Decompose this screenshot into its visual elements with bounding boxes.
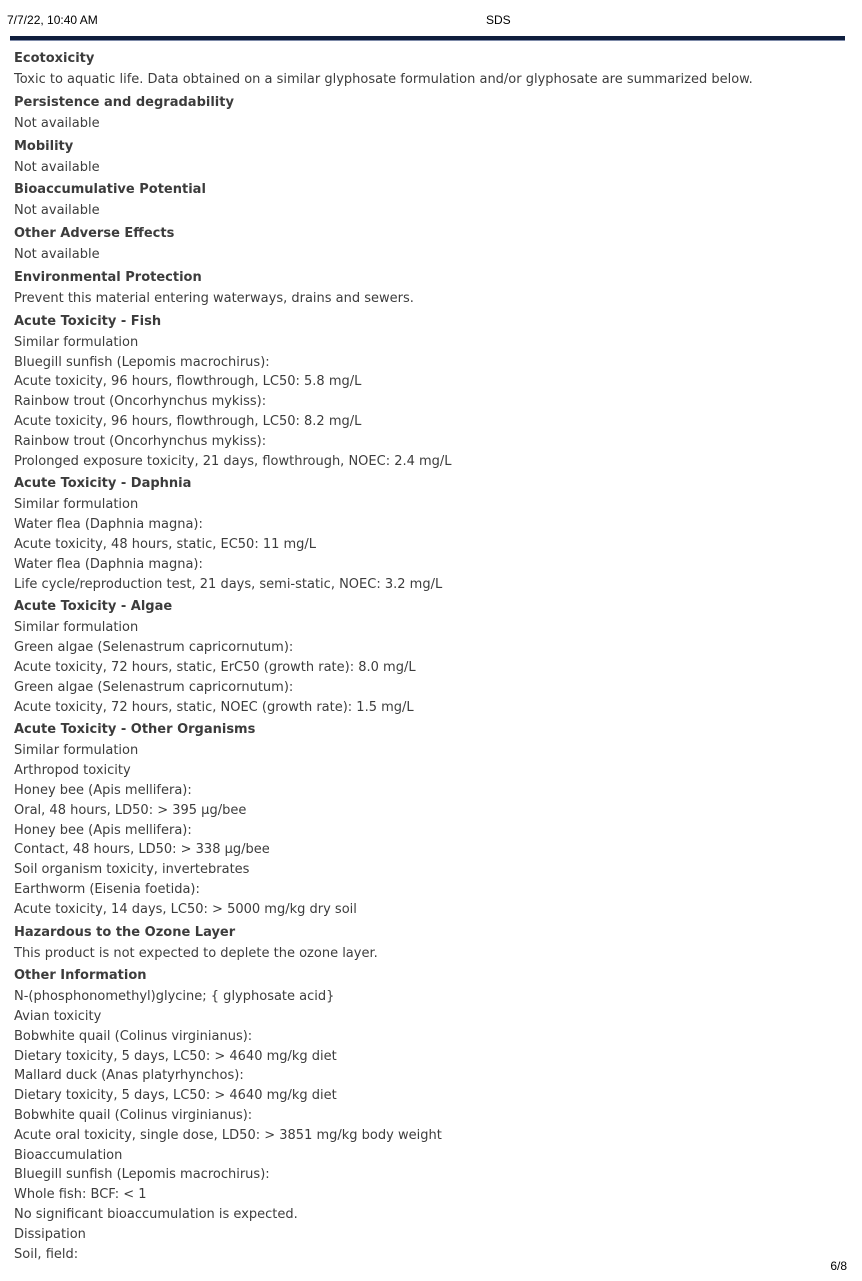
- section: [14, 267, 844, 309]
- section: [14, 48, 844, 90]
- section-line: Similar formulation: [14, 497, 139, 513]
- section-line: Mallard duck (Anas platyrhynchos):: [14, 1068, 244, 1084]
- section: [14, 179, 844, 221]
- print-header: [0, 0, 862, 30]
- section-heading: Ecotoxicity: [14, 51, 95, 66]
- section-line: Toxic to aquatic life. Data obtained on a similar glyphosate formulation and/or glyphosate are summarized below.: [14, 72, 753, 87]
- section: [14, 965, 844, 1264]
- section: [14, 719, 844, 919]
- section-heading: Acute Toxicity - Daphnia: [14, 476, 192, 492]
- sds-content: [14, 48, 844, 1266]
- section-heading: Persistence and degradability: [14, 94, 234, 110]
- section-line: Soil, field:: [14, 1246, 79, 1262]
- section-heading: Hazardous to the Ozone Layer: [14, 924, 236, 940]
- section-heading: Other Adverse Effects: [14, 226, 175, 242]
- section-line: Not available: [14, 247, 100, 263]
- section-line: Green algae (Selenastrum capricornutum):: [14, 640, 294, 656]
- section: [14, 596, 844, 717]
- section-line: Similar formulation: [14, 743, 139, 759]
- section-line: Dietary toxicity, 5 days, LC50: > 4640 mg/kg diet: [14, 1088, 337, 1104]
- section-line: Acute toxicity, 96 hours, flowthrough, LC50: 5.8 mg/L: [14, 374, 362, 390]
- section-line: Similar formulation: [14, 334, 139, 350]
- section-line: Bioaccumulation: [14, 1147, 123, 1163]
- section-line: Green algae (Selenastrum capricornutum):: [14, 679, 294, 695]
- section-heading: Acute Toxicity - Other Organisms: [14, 722, 256, 738]
- section-line: Oral, 48 hours, LD50: > 395 µg/bee: [14, 802, 247, 818]
- section-line: Rainbow trout (Oncorhynchus mykiss):: [14, 394, 267, 410]
- section-line: Avian toxicity: [14, 1009, 102, 1025]
- section-line: Honey bee (Apis mellifera):: [14, 822, 192, 838]
- section: [14, 311, 844, 472]
- section-line: Not available: [14, 203, 100, 219]
- section-heading: Acute Toxicity - Fish: [14, 313, 162, 329]
- section-line: Soil organism toxicity, invertebrates: [14, 862, 250, 878]
- section-line: Dissipation: [14, 1226, 86, 1242]
- section-line: Acute toxicity, 72 hours, static, ErC50 (growth rate): 8.0 mg/L: [14, 659, 416, 675]
- section-heading: Acute Toxicity - Algae: [14, 599, 173, 615]
- section-line: Dietary toxicity, 5 days, LC50: > 4640 mg/kg diet: [14, 1048, 337, 1064]
- section-heading: Bioaccumulative Potential: [14, 182, 206, 198]
- section-line: Acute toxicity, 48 hours, static, EC50: 11 mg/L: [14, 536, 317, 552]
- section-heading: Other Information: [14, 968, 147, 984]
- section-heading: Environmental Protection: [14, 269, 202, 285]
- section-line: Rainbow trout (Oncorhynchus mykiss):: [14, 433, 267, 449]
- section-line: Life cycle/reproduction test, 21 days, semi-static, NOEC: 3.2 mg/L: [14, 576, 443, 592]
- section-line: Earthworm (Eisenia foetida):: [14, 881, 200, 897]
- section-line: This product is not expected to deplete the ozone layer.: [14, 945, 378, 961]
- section-line: Honey bee (Apis mellifera):: [14, 782, 192, 798]
- section-line: Water flea (Daphnia magna):: [14, 517, 203, 533]
- header-divider: [10, 36, 845, 41]
- section-line: Whole fish: BCF: < 1: [14, 1187, 147, 1203]
- print-title: SDS: [486, 13, 511, 27]
- section-line: Acute toxicity, 72 hours, static, NOEC (growth rate): 1.5 mg/L: [14, 699, 414, 715]
- section-line: Arthropod toxicity: [14, 763, 131, 779]
- section-line: Acute oral toxicity, single dose, LD50: > 3851 mg/kg body weight: [14, 1127, 442, 1143]
- section: [14, 136, 844, 178]
- section: [14, 92, 844, 134]
- section-line: Contact, 48 hours, LD50: > 338 µg/bee: [14, 842, 270, 858]
- section-line: N-(phosphonomethyl)glycine; { glyphosate acid}: [14, 989, 335, 1005]
- section-line: Not available: [14, 159, 100, 175]
- section-line: Bobwhite quail (Colinus virginianus):: [14, 1108, 253, 1124]
- section: [14, 223, 844, 265]
- section-line: Bluegill sunfish (Lepomis macrochirus):: [14, 1167, 270, 1183]
- section-line: Not available: [14, 115, 100, 131]
- section: [14, 473, 844, 594]
- section-line: Prolonged exposure toxicity, 21 days, flowthrough, NOEC: 2.4 mg/L: [14, 453, 452, 469]
- section: [14, 922, 844, 964]
- section-heading: Mobility: [14, 138, 74, 154]
- section-line: Bobwhite quail (Colinus virginianus):: [14, 1028, 253, 1044]
- section-line: Acute toxicity, 96 hours, flowthrough, LC50: 8.2 mg/L: [14, 413, 362, 429]
- section-line: Bluegill sunfish (Lepomis macrochirus):: [14, 354, 270, 370]
- page-number: 6/8: [830, 1259, 847, 1273]
- section-line: No significant bioaccumulation is expected.: [14, 1207, 298, 1223]
- section-line: Similar formulation: [14, 620, 139, 636]
- section-line: Acute toxicity, 14 days, LC50: > 5000 mg/kg dry soil: [14, 901, 357, 917]
- section-line: Water flea (Daphnia magna):: [14, 556, 203, 572]
- print-date: 7/7/22, 10:40 AM: [7, 13, 98, 27]
- section-line: Prevent this material entering waterways, drains and sewers.: [14, 290, 414, 306]
